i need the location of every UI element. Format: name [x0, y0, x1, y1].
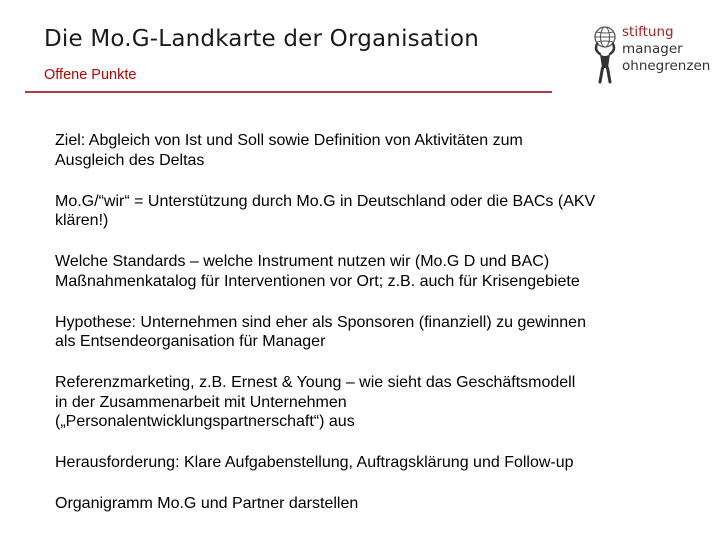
logo-line-3: ohnegrenzen [622, 58, 711, 74]
open-point-standards: Welche Standards – welche Instrument nutzen wir (Mo.G D und BAC) Maßnahmenkatalog für Interventionen vor Ort; z.B. auch für Krisengebiete [55, 253, 580, 290]
open-points-list [55, 131, 670, 535]
open-point-goal: Ziel: Abgleich von Ist und Soll sowie Definition von Aktivitäten zum Ausgleich des Deltas [55, 132, 523, 169]
open-point-hypothesis: Hypothese: Unternehmen sind eher als Sponsoren (finanziell) zu gewinnen als Entsendeorganisation für Manager [55, 313, 586, 350]
logo-line-2: manager [622, 41, 683, 57]
open-point-reference-marketing: Referenzmarketing, z.B. Ernest & Young – wie sieht das Geschäftsmodell in der Zusammenarbeit mit Unternehmen („Personalentwicklungspartnerschaft“) aus [55, 374, 576, 430]
title-divider [25, 91, 552, 93]
globe-figure-icon [588, 24, 622, 88]
organization-logo [588, 24, 712, 104]
slide-subtitle: Offene Punkte [44, 67, 137, 83]
open-point-support: Mo.G/“wir“ = Unterstützung durch Mo.G in Deutschland oder die BACs (AKV klären!) [55, 192, 596, 229]
logo-line-1: stiftung [622, 24, 674, 40]
slide-title: Die Mo.G-Landkarte der Organisation [44, 26, 480, 52]
logo-wordmark [622, 24, 710, 75]
open-point-challenge: Herausforderung: Klare Aufgabenstellung, Auftragsklärung und Follow-up [55, 454, 574, 471]
open-point-org-chart: Organigramm Mo.G und Partner darstellen [55, 495, 359, 512]
